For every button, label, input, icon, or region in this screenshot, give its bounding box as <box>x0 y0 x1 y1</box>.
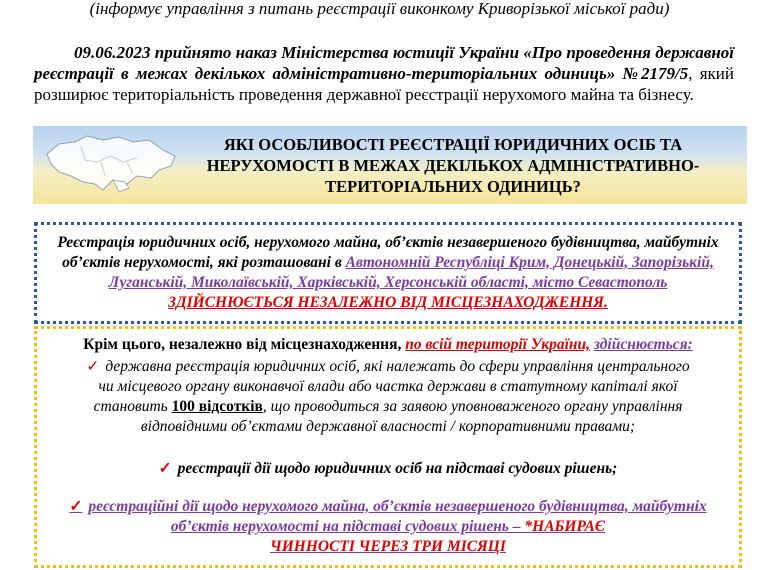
check-icon: ✓ <box>69 498 83 515</box>
bullet1-text: державна реєстрація юридичних осіб, які належать до сфери управління центрального чи місцевого органу виконавчої влади або частка держави в статутному капіталі якої становить <box>93 358 690 415</box>
heading-purple: здійснюється: <box>593 336 693 353</box>
regions-emphasis: ЗДІЙСНЮЄТЬСЯ НЕЗАЛЕЖНО ВІД МІСЦЕЗНАХОДЖЕННЯ. <box>168 294 608 311</box>
regions-box <box>34 222 742 324</box>
regions-list: Автономній Республіці Крим, Донецькій, Запорізькій, Луганській, Миколаївській, Харківській, Херсонській області, місто Севастополь <box>108 254 714 291</box>
heading-red: по всій території України, <box>405 336 591 353</box>
nationwide-heading <box>37 335 739 355</box>
bullet3-text: реєстраційні дії щодо нерухомого майна, об’єктів незавершеного будівництва, майбутніх об’єктів нерухомості на підставі судових рішень – <box>88 498 707 535</box>
source-note: (інформує управління з питань реєстрації виконкому Криворізької міської ради) <box>89 0 670 18</box>
bullet-court-entities <box>37 459 739 479</box>
lead-paragraph <box>34 42 734 105</box>
bullet-state-entities <box>77 357 699 437</box>
ukraine-map-icon <box>41 132 181 198</box>
banner-title: ЯКІ ОСОБЛИВОСТІ РЕЄСТРАЦІЇ ЮРИДИЧНИХ ОСІБ ТА НЕРУХОМОСТІ В МЕЖАХ ДЕКІЛЬКОХ АДМІНІСТРАТИВНО-ТЕРИТОРІАЛЬНИХ ОДИНИЦЬ? <box>206 135 700 196</box>
bullet-court-property <box>67 497 709 557</box>
bullet3-red-a: *НАБИРАЄ <box>524 518 606 535</box>
lead-bold: 09.06.2023 прийнято наказ Міністерства юстиції України «Про проведення державної реєстрації в межах декількох адміністративно-територіальних одиниць» №2179/5 <box>34 43 734 83</box>
heading-start: Крім цього, незалежно від місцезнаходження, <box>83 336 406 353</box>
nationwide-box <box>34 326 742 568</box>
check-icon: ✓ <box>158 460 172 477</box>
bullet3-red-b: ЧИННОСТІ ЧЕРЕЗ ТРИ МІСЯЦІ <box>270 538 506 555</box>
lead-rest: , який розширює територіальність проведення державної реєстрації нерухомого майна та бізнесу. <box>34 64 734 104</box>
regions-text <box>47 233 729 313</box>
check-icon: ✓ <box>86 358 100 375</box>
bullet2-text: реєстрації дії щодо юридичних осіб на підставі судових рішень; <box>177 460 618 477</box>
title-banner <box>33 126 747 204</box>
regions-intro: Реєстрація юридичних осіб, нерухомого майна, об’єктів незавершеного будівництва, майбутніх об’єктів нерухомості, які розташовані в <box>57 234 719 271</box>
bullet1-rest: , що проводиться за заявою уповноваженого органу управління відповідними об’єктами державної власності / корпоративними правами; <box>140 398 683 435</box>
bullet1-bold: 100 відсотків <box>171 398 263 415</box>
